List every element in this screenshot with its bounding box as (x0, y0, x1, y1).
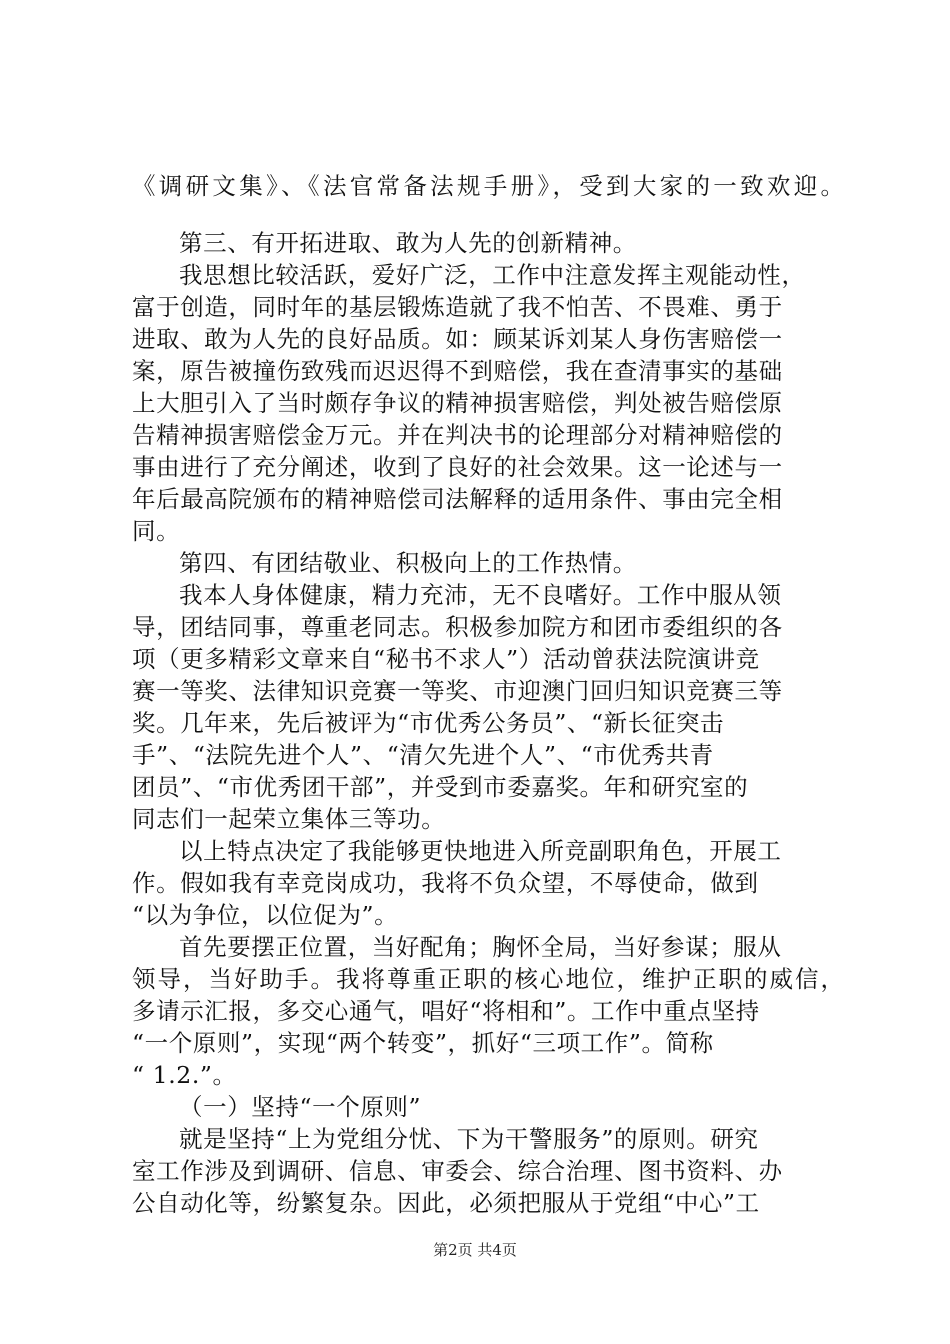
text-line: “ 1.2.”。 (132, 1061, 237, 1089)
text-line: 上大胆引入了当时颇存争议的精神损害赔偿，判处被告赔偿原 (132, 389, 783, 417)
text-line: 公自动化等，纷繁复杂。因此，必须把服从于党组“中心”工 (132, 1189, 760, 1217)
text-line: 进取、敢为人先的良好品质。如：顾某诉刘某人身伤害赔偿一 (132, 325, 783, 353)
section-heading: （一）坚持“一个原则” (179, 1093, 422, 1121)
section-heading: 第四、有团结敬业、积极向上的工作热情。 (179, 549, 637, 577)
text-line: 富于创造，同时年的基层锻炼造就了我不怕苦、不畏难、勇于 (132, 293, 783, 321)
text-line: 奖。几年来，先后被评为“市优秀公务员”、“新长征突击 (132, 709, 725, 737)
text-line: 《调研文集》、《法官常备法规手册》，受到大家的一致欢迎。 (132, 172, 844, 200)
text-line: 室工作涉及到调研、信息、审委会、综合治理、图书资料、办 (132, 1157, 783, 1185)
text-line: 我思想比较活跃，爱好广泛，工作中注意发挥主观能动性， (179, 261, 806, 289)
text-line: 事由进行了充分阐述，收到了良好的社会效果。这一论述与一 (132, 453, 783, 481)
text-line: 告精神损害赔偿金万元。并在判决书的论理部分对精神赔偿的 (132, 421, 783, 449)
text-line: 年后最高院颁布的精神赔偿司法解释的适用条件、事由完全相 (132, 485, 783, 513)
paragraph-gap (132, 202, 844, 227)
text-line: 案，原告被撞伤致残而迟迟得不到赔偿，我在查清事实的基础 (132, 357, 783, 385)
page-footer: 第2页 共4页 (433, 1241, 517, 1259)
text-line: 多请示汇报，多交心通气，唱好“将相和”。工作中重点坚持 (132, 997, 760, 1025)
text-line: 团员”、“市优秀团干部”，并受到市委嘉奖。年和研究室的 (132, 773, 749, 801)
text-line: 领导，当好助手。我将尊重正职的核心地位，维护正职的威信， (132, 965, 844, 993)
text-line: “一个原则”，实现“两个转变”，抓好“三项工作”。简称 (132, 1029, 714, 1057)
text-line: 就是坚持“上为党组分忧、下为干警服务”的原则。研究 (179, 1125, 759, 1153)
text-line: 同志们一起荣立集体三等功。 (132, 805, 446, 833)
text-line: 项（更多精彩文章来自“秘书不求人”）活动曾获法院演讲竞 (132, 645, 760, 673)
text-line: 我本人身体健康，精力充沛，无不良嗜好。工作中服从领 (179, 581, 782, 609)
text-line: 赛一等奖、法律知识竞赛一等奖、市迎澳门回归知识竞赛三等 (132, 677, 783, 705)
text-line: 同。 (132, 517, 181, 545)
text-line: 作。假如我有幸竞岗成功，我将不负众望，不辱使命，做到 (132, 869, 759, 897)
text-line: “以为争位，以位促为”。 (132, 901, 399, 929)
document-body (132, 170, 844, 1219)
text-line: 手”、“法院先进个人”、“清欠先进个人”、“市优秀共青 (132, 741, 714, 769)
text-line: 首先要摆正位置，当好配角；胸怀全局，当好参谋；服从 (179, 933, 782, 961)
text-line: 导，团结同事，尊重老同志。积极参加院方和团市委组织的各 (132, 613, 783, 641)
text-line: 以上特点决定了我能够更快地进入所竞副职角色，开展工 (179, 837, 782, 865)
section-heading: 第三、有开拓进取、敢为人先的创新精神。 (179, 229, 637, 257)
